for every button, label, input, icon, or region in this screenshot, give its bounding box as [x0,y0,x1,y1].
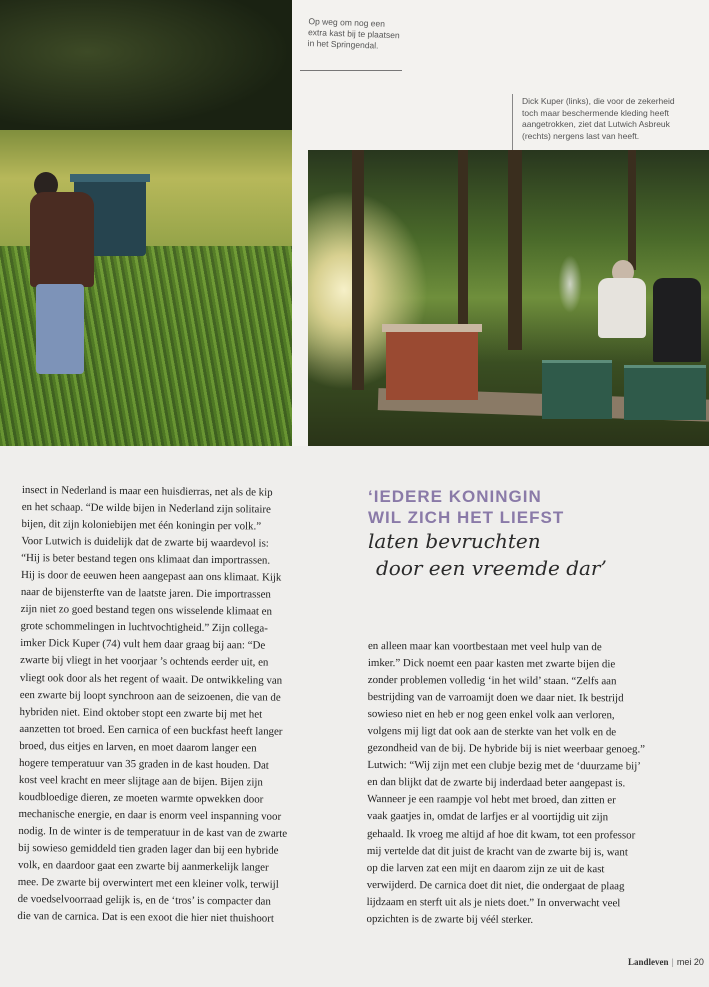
body-line: Lutwich: “Wij zijn met een clubje bezig met de ‘duurzame bij’ [367,759,641,773]
body-line: aanzetten tot broed. Een carnica of een buckfast heeft langer [19,722,283,738]
body-line: zwarte bij vliegt in het voorjaar ’s ochtends eerder uit, en [20,654,269,670]
caption-right-rule [512,94,513,152]
body-line: bijen, dit zijn koloniebijen met één koningin per volk.” [21,518,262,533]
caption-right-line: (rechts) nergens last van heeft. [522,130,640,141]
body-line: en het schaap. “De wilde bijen in Nederland zijn solitaire [21,501,271,516]
body-line: imker.” Dick noemt een paar kasten met zwarte bijen die [367,657,616,671]
pull-quote-line: ‘IEDERE KONINGIN [368,487,542,506]
body-line: mij vertelde dat dit juist de kracht van de zwarte bij is, want [366,844,628,858]
caption-top-rule [300,70,402,71]
body-line: opzichten is de zwarte bij véél sterker. [366,912,534,926]
photo-trees [0,0,292,130]
caption-top [307,16,418,53]
body-line: zonder problemen volledig ‘in het wild’ staan. “Zelfs aan [367,674,617,688]
body-line: die van de carnica. Dat is een exoot die hier niet thuishoort [17,910,274,925]
body-line: verwijderd. De carnica doet dit niet, die ondergaat de plaag [366,878,625,893]
beekeeper-figure [30,172,110,387]
caption-right-line: Dick Kuper (links), die voor de zekerheid [522,96,675,106]
beekeeper-coat [30,192,94,287]
page-footer [628,957,704,967]
body-line: volgens mij ligt dat ook aan de sterkte van het volk en de [367,725,617,739]
body-line: gehaald. Ik vroeg me altijd af hoe dit kwam, tot een professor [366,827,636,841]
body-line: gezondheid van de bij. De hybride bij is niet weerbaar genoeg.” [367,742,646,756]
photo-beekeepers-forest [308,150,709,446]
body-line: hybriden niet. Eind oktober stopt een zwarte bij met het [19,705,263,721]
body-line: hogere temperatuur van 35 graden in de kast houden. Dat [18,756,269,772]
body-line: en alleen maar kan voortbestaan met veel hulp van de [367,640,602,654]
body-line: mee. De zwarte bij overwintert met een kleiner volk, terwijl [17,876,279,891]
beekeeper-lutwich [653,262,701,362]
person-jacket [653,278,701,362]
caption-right-line: aangetrokken, ziet dat Lutwich Asbreuk [522,119,670,129]
photo-man-carrying-hive [0,0,292,446]
body-line: lijdzaam en sterft uit als je niets doet.” In onverwacht veel [366,895,621,910]
tree-trunk [628,150,636,270]
body-line: de voedselvoorraad gelijk is, en de ‘tros’ is compacter dan [17,893,271,908]
caption-top-line: extra kast bij te plaatsen [307,27,400,41]
body-line: “Hij is beter bestand tegen ons klimaat dan importrassen. [21,552,271,567]
caption-top-line: Op weg om nog een [308,16,386,29]
body-line: bij sowieso gemiddeld tien graden lager dan bij een hybride [18,841,279,857]
body-line: en dan blijkt dat de zwarte bij inderdaad beter aangepast is. [367,776,626,790]
body-line: mechanische energie, en daar is enorm veel inspanning voor [18,807,282,823]
body-line: grote schommelingen in luchtvochtigheid.” Zijn collega- [20,620,268,635]
body-line: Voor Lutwich is duidelijk dat de zwarte bij waardevol is: [21,535,269,550]
green-beehive [542,360,612,419]
body-line: een zwarte bij loopt synchroon aan de seizoenen, die van de [19,688,281,704]
body-line: Wanneer je een raampje vol hebt met broed, dan zitten er [367,793,616,807]
tree-trunk [352,150,364,390]
caption-right [522,96,697,142]
red-beehive [386,330,478,400]
beekeeper-dick [598,260,648,360]
tree-trunk [508,150,522,350]
body-line: naar de bijensterfte van de laatste jaren. Die importrassen [20,586,271,601]
pull-quote [368,486,668,582]
body-line: nodig. In de winter is de temperatuur in de kast van de zwarte [18,824,288,840]
pull-quote-script-line: laten bevruchten [368,529,541,553]
pull-quote-script-line: door een vreemde dar’ [376,556,607,580]
footer-separator: | [671,957,674,967]
caption-top-line: in het Springendal. [307,38,379,51]
body-column-right [366,638,698,930]
body-line: kost veel kracht en meer slijtage aan de bijen. Bijen zijn [18,773,263,789]
body-line: sowieso niet en heb er nog geen enkel volk aan verloren, [367,708,615,722]
body-line: vliegt ook door als het regent of waait. De ontwikkeling van [19,671,283,687]
body-line: vaak gaatjes in, omdat de larfjes er al voortijdig uit zijn [367,810,609,824]
caption-right-line: toch maar beschermende kleding heeft [522,107,669,118]
body-line: Hij is door de eeuwen heen aangepast aan ons klimaat. Kijk [20,569,282,584]
body-line: imker Dick Kuper (74) vult hem daar graag bij aan: “De [20,637,266,652]
body-column-left [17,482,347,929]
person-shirt [598,278,646,338]
green-beehive [624,365,706,420]
pull-quote-line: WIL ZICH HET LIEFST [368,508,565,527]
issue-label: mei 20 [676,957,704,967]
body-line: broed, dus eitjes en larven, en moet daarom langer een [19,739,257,755]
body-line: insect in Nederland is maar een huisdierras, net als de kip [21,483,273,499]
body-line: zijn niet zo goed bestand tegen ons wisselende klimaat en [20,603,273,618]
magazine-name: Landleven [628,957,669,967]
body-line: bestrijding van de varroamijt doen we daar niet. Ik bestrijd [367,691,624,705]
beekeeper-legs [36,284,84,374]
body-line: op die larven zat een mijt en daarom zijn ze uit de kast [366,861,605,875]
smoker-smoke [558,255,582,313]
body-line: koudbloedige dieren, ze moeten warmte opwekken door [18,790,264,806]
body-line: volk, en daardoor gaat een zwarte bij aanmerkelijk langer [17,859,269,874]
